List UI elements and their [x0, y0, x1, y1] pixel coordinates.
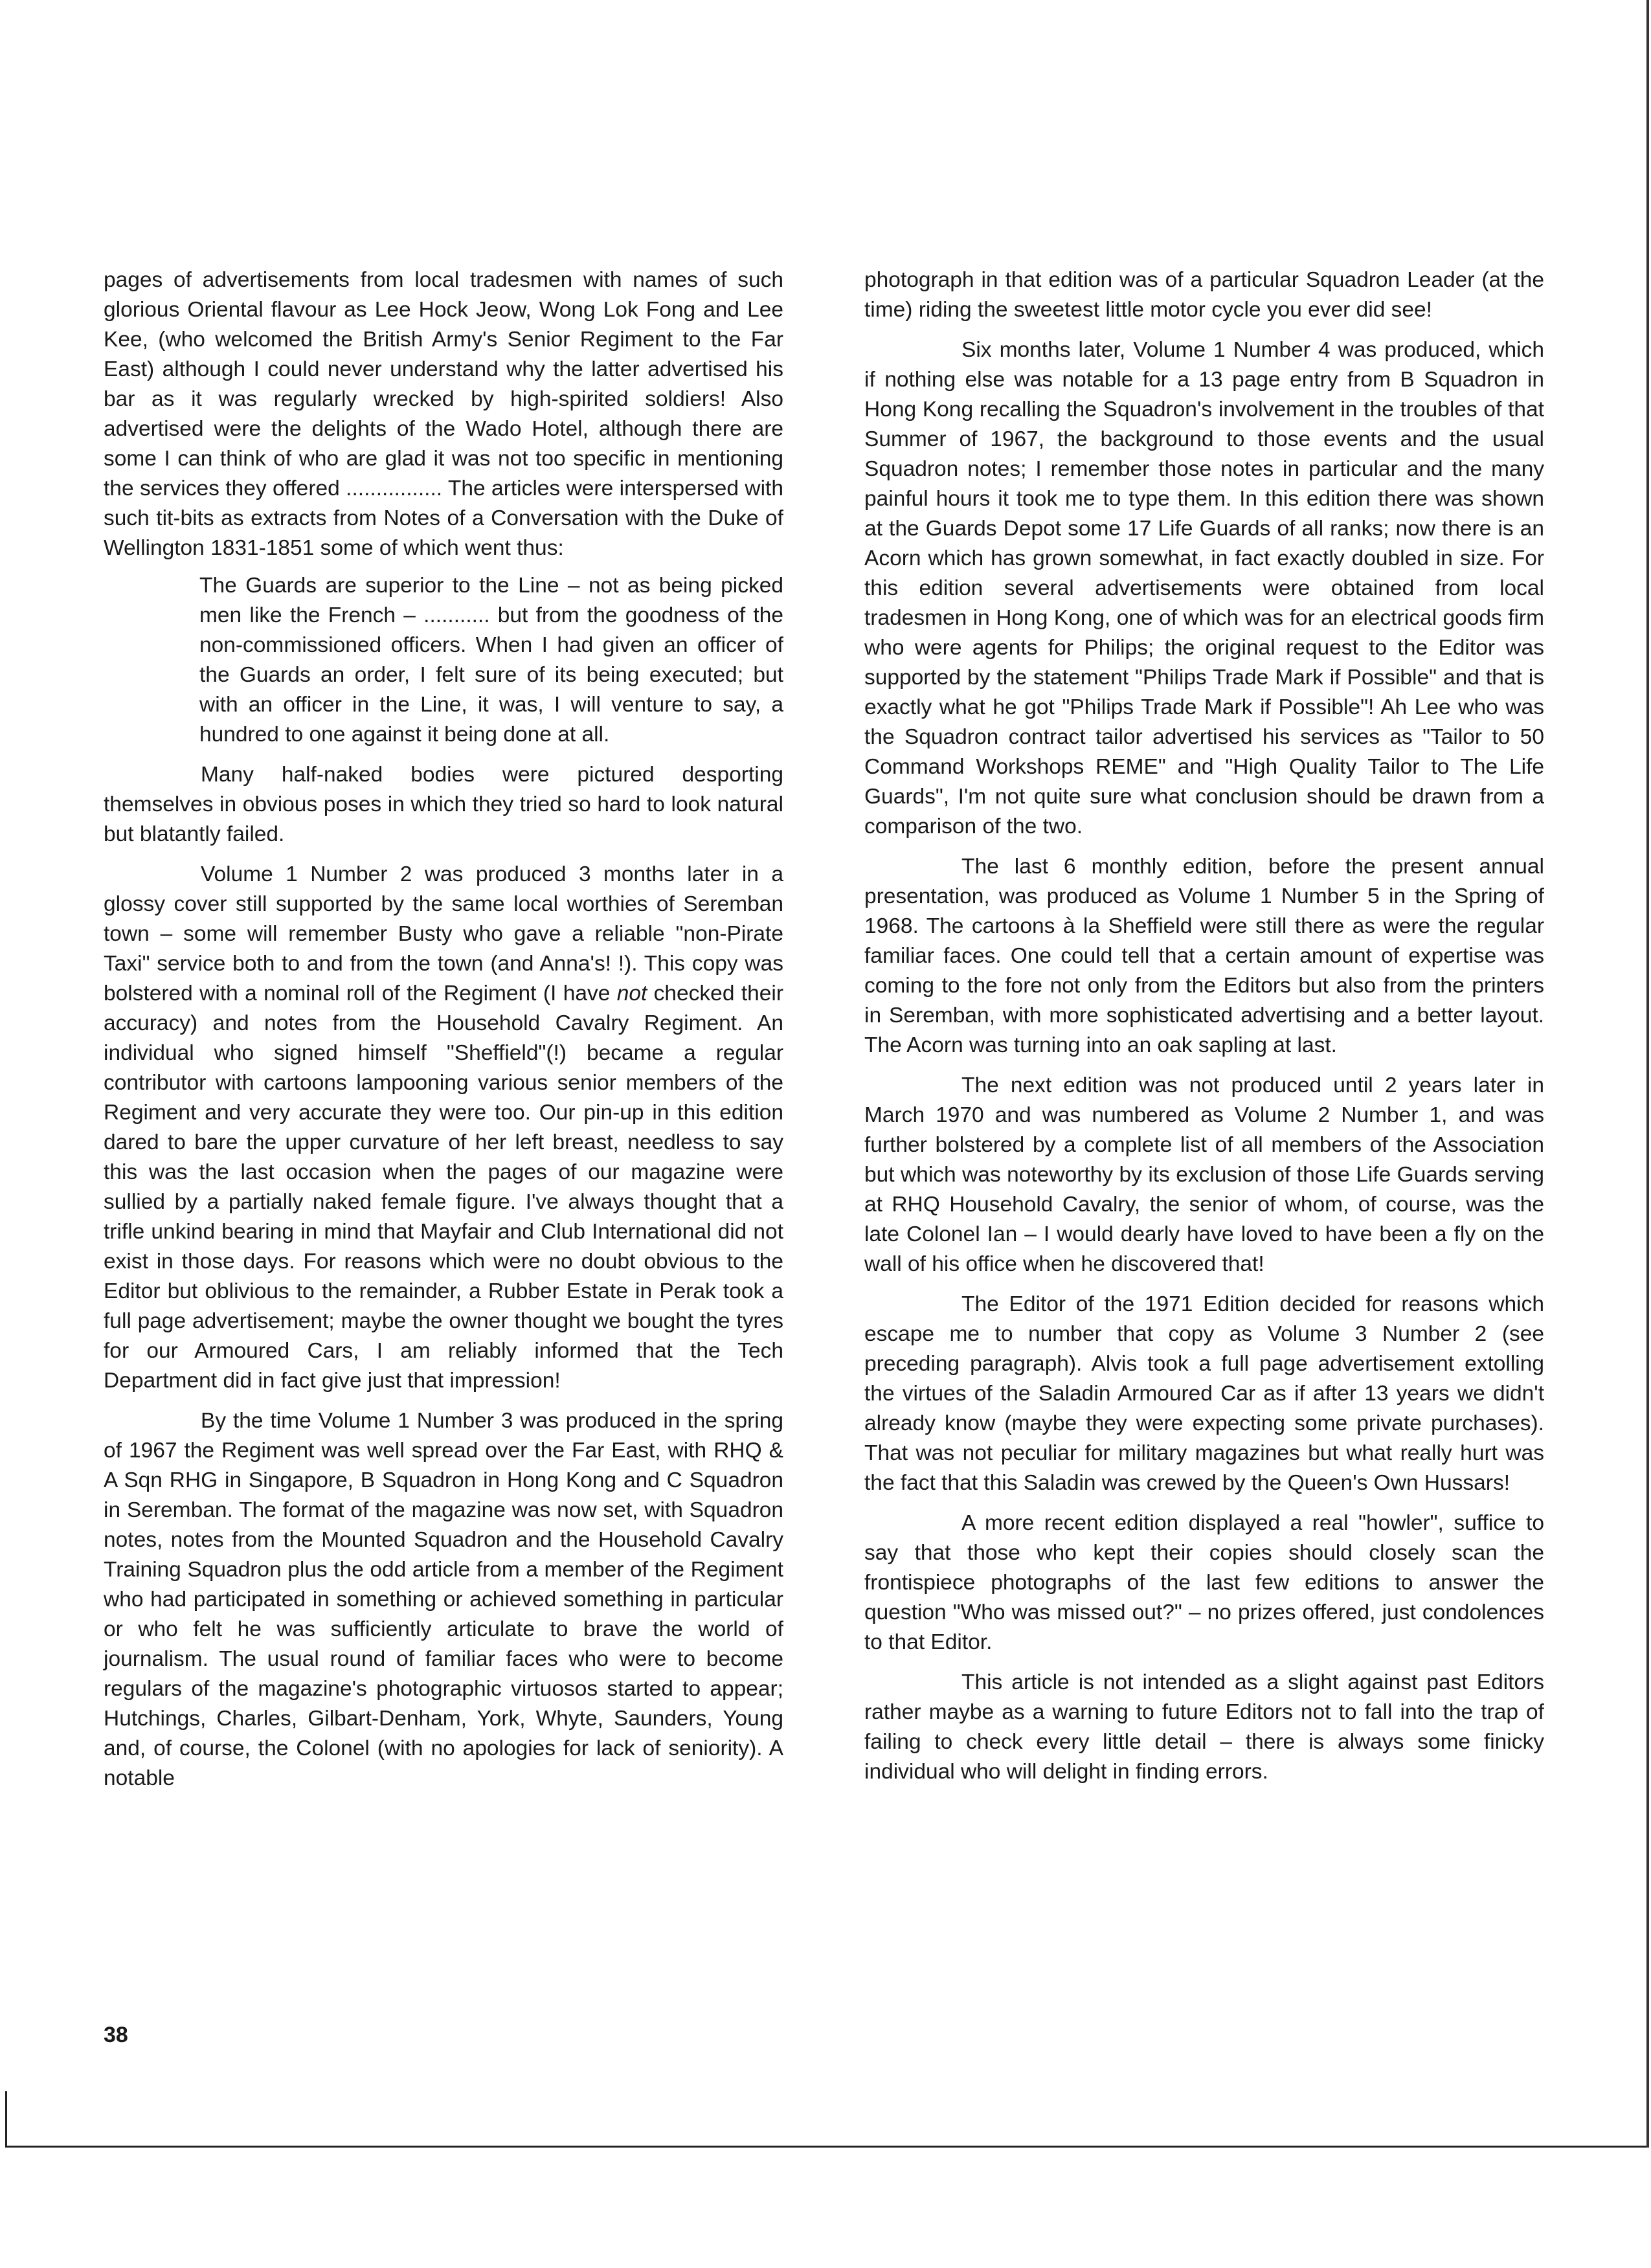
paragraph-volume-1-number-2 [104, 860, 783, 1396]
paragraph-volume-1-number-4: Six months later, Volume 1 Number 4 was produced, which if nothing else was notable for a 13 page entry from B Squadron in Hong Kong recalling the Squadron's involvement in the troubles of that Summer of 1967, the background to those events and the usual Squadron notes; I remember those notes in particular and the many painful hours it took me to type them. In this edition there was shown at the Guards Depot some 17 Life Guards of all ranks; now there is an Acorn which has grown somewhat, in fact exactly doubled in size. For this edition several advertisements were obtained from local tradesmen in Hong Kong, one of which was for an electrical goods firm who were agents for Philips; the original request to the Editor was supported by the statement "Philips Trade Mark if Possible" and that is exactly what he got "Philips Trade Mark if Possible"! Ah Lee who was the Squadron contract tailor advertised his services as "Tailor to 50 Command Workshops REME" and "High Quality Tailor to The Life Guards", I'm not quite sure what conclusion should be drawn from a comparison of the two. [864, 338, 1544, 838]
right-edge-rule [1646, 0, 1649, 2148]
paragraph-half-naked-bodies: Many half-naked bodies were pictured desporting themselves in obvious poses in which they tried so hard to look natural but blatantly failed. [104, 763, 783, 846]
right-column [864, 265, 1544, 1787]
left-corner-rule [5, 2091, 7, 2147]
paragraph-photograph: photograph in that edition was of a particular Squadron Leader (at the time) riding the sweetest little motor cycle you ever did see! [864, 268, 1544, 322]
paragraph-advertisements: pages of advertisements from local tradesmen with names of such glorious Oriental flavour as Lee Hock Jeow, Wong Lok Fong and Lee Kee, (who welcomed the British Army's Senior Regiment to the Far East) although I could never understand why the latter advertised his bar as it was regularly wrecked by high-spirited soldiers! Also advertised were the delights of the Wado Hotel, although there are some I can think of who are glad it was not too specific in mentioning the services they offered ................ The articles were interspersed with such tit-bits as extracts from Notes of a Conversation with the Duke of Wellington 1831-1851 some of which went thus: [104, 268, 783, 560]
volume-2-text-after: checked their accuracy) and notes from the Household Cavalry Regiment. An individual who signed himself "Sheffield"(!) became a regular contributor with cartoons lampooning various senior members of the Regiment and very accurate they were too. Our pin-up in this edition dared to bare the upper curvature of her left breast, needless to say this was the last occasion when the pages of our magazine were sullied by a partially naked female figure. I've always thought that a trifle unkind bearing in mind that Mayfair and Club International did not exist in those days. For reasons which were no doubt obvious to the Editor but oblivious to the remainder, a Rubber Estate in Perak took a full page advertisement; maybe the owner thought we bought the tyres for our Armoured Cars, I am reliably informed that the Tech Department did in fact give just that impression! [104, 982, 783, 1393]
volume-2-text-before: Volume 1 Number 2 was produced 3 months later in a glossy cover still supported by the same local worthies of Seremban town – some will remember Busty who gave a reliable "non-Pirate Taxi" service both to and from the town (and Anna's! !). This copy was bolstered with a nominal roll of the Regiment (I have [104, 862, 783, 1005]
paragraph-volume-1-number-3: By the time Volume 1 Number 3 was produced in the spring of 1967 the Regiment was well spread over the Far East, with RHQ & A Sqn RHG in Singapore, B Squadron in Hong Kong and C Squadron in Seremban. The format of the magazine was now set, with Squadron notes, notes from the Mounted Squadron and the Household Cavalry Training Squadron plus the odd article from a member of the Regiment who had participated in something or achieved something in particular or who felt he was sufficiently articulate to brave the world of journalism. The usual round of familiar faces who were to become regulars of the magazine's photographic virtuosos started to appear; Hutchings, Charles, Gilbart-Denham, York, Whyte, Saunders, Young and, of course, the Colonel (with no apologies for lack of seniority). A notable [104, 1409, 783, 1790]
paragraph-howler: A more recent edition displayed a real "howler", suffice to say that those who kept their copies should closely scan the frontispiece photographs of the last few editions to answer the question "Who was missed out?" – no prizes offered, just condolences to that Editor. [864, 1511, 1544, 1654]
page-number: 38 [104, 2023, 128, 2047]
bottom-rule [5, 2146, 1648, 2148]
emphasis-not: not [616, 982, 647, 1005]
paragraph-conclusion: This article is not intended as a slight against past Editors rather maybe as a warning to future Editors not to fall into the trap of failing to check every little detail – there is always some finicky individual who will delight in finding errors. [864, 1670, 1544, 1784]
left-column [104, 265, 783, 1793]
paragraph-volume-1-number-5: The last 6 monthly edition, before the present annual presentation, was produced as Volume 1 Number 5 in the Spring of 1968. The cartoons à la Sheffield were still there as were the regular familiar faces. One could tell that a certain amount of expertise was coming to the fore not only from the Editors but also from the printers in Seremban, with more sophisticated advertising and a better layout. The Acorn was turning into an oak sapling at last. [864, 855, 1544, 1057]
wellington-quote: The Guards are superior to the Line – not as being picked men like the French – ........... but from the goodness of the non-commissioned officers. When I had given an officer of the Guards an order, I felt sure of its being executed; but with an officer in the Line, it was, I will venture to say, a hundred to one against it being done at all. [199, 574, 783, 747]
paragraph-volume-2-number-1: The next edition was not produced until 2 years later in March 1970 and was numbered as Volume 2 Number 1, and was further bolstered by a complete list of all members of the Association but which was noteworthy by its exclusion of those Life Guards serving at RHQ Household Cavalry, the senior of whom, of course, was the late Colonel Ian – I would dearly have loved to have been a fly on the wall of his office when he discovered that! [864, 1073, 1544, 1276]
paragraph-1971-edition: The Editor of the 1971 Edition decided for reasons which escape me to number that copy as Volume 3 Number 2 (see preceding paragraph). Alvis took a full page advertisement extolling the virtues of the Saladin Armoured Car as if after 13 years we didn't already know (maybe they were expecting some private purchases). That was not peculiar for military magazines but what really hurt was the fact that this Saladin was crewed by the Queen's Own Hussars! [864, 1292, 1544, 1495]
